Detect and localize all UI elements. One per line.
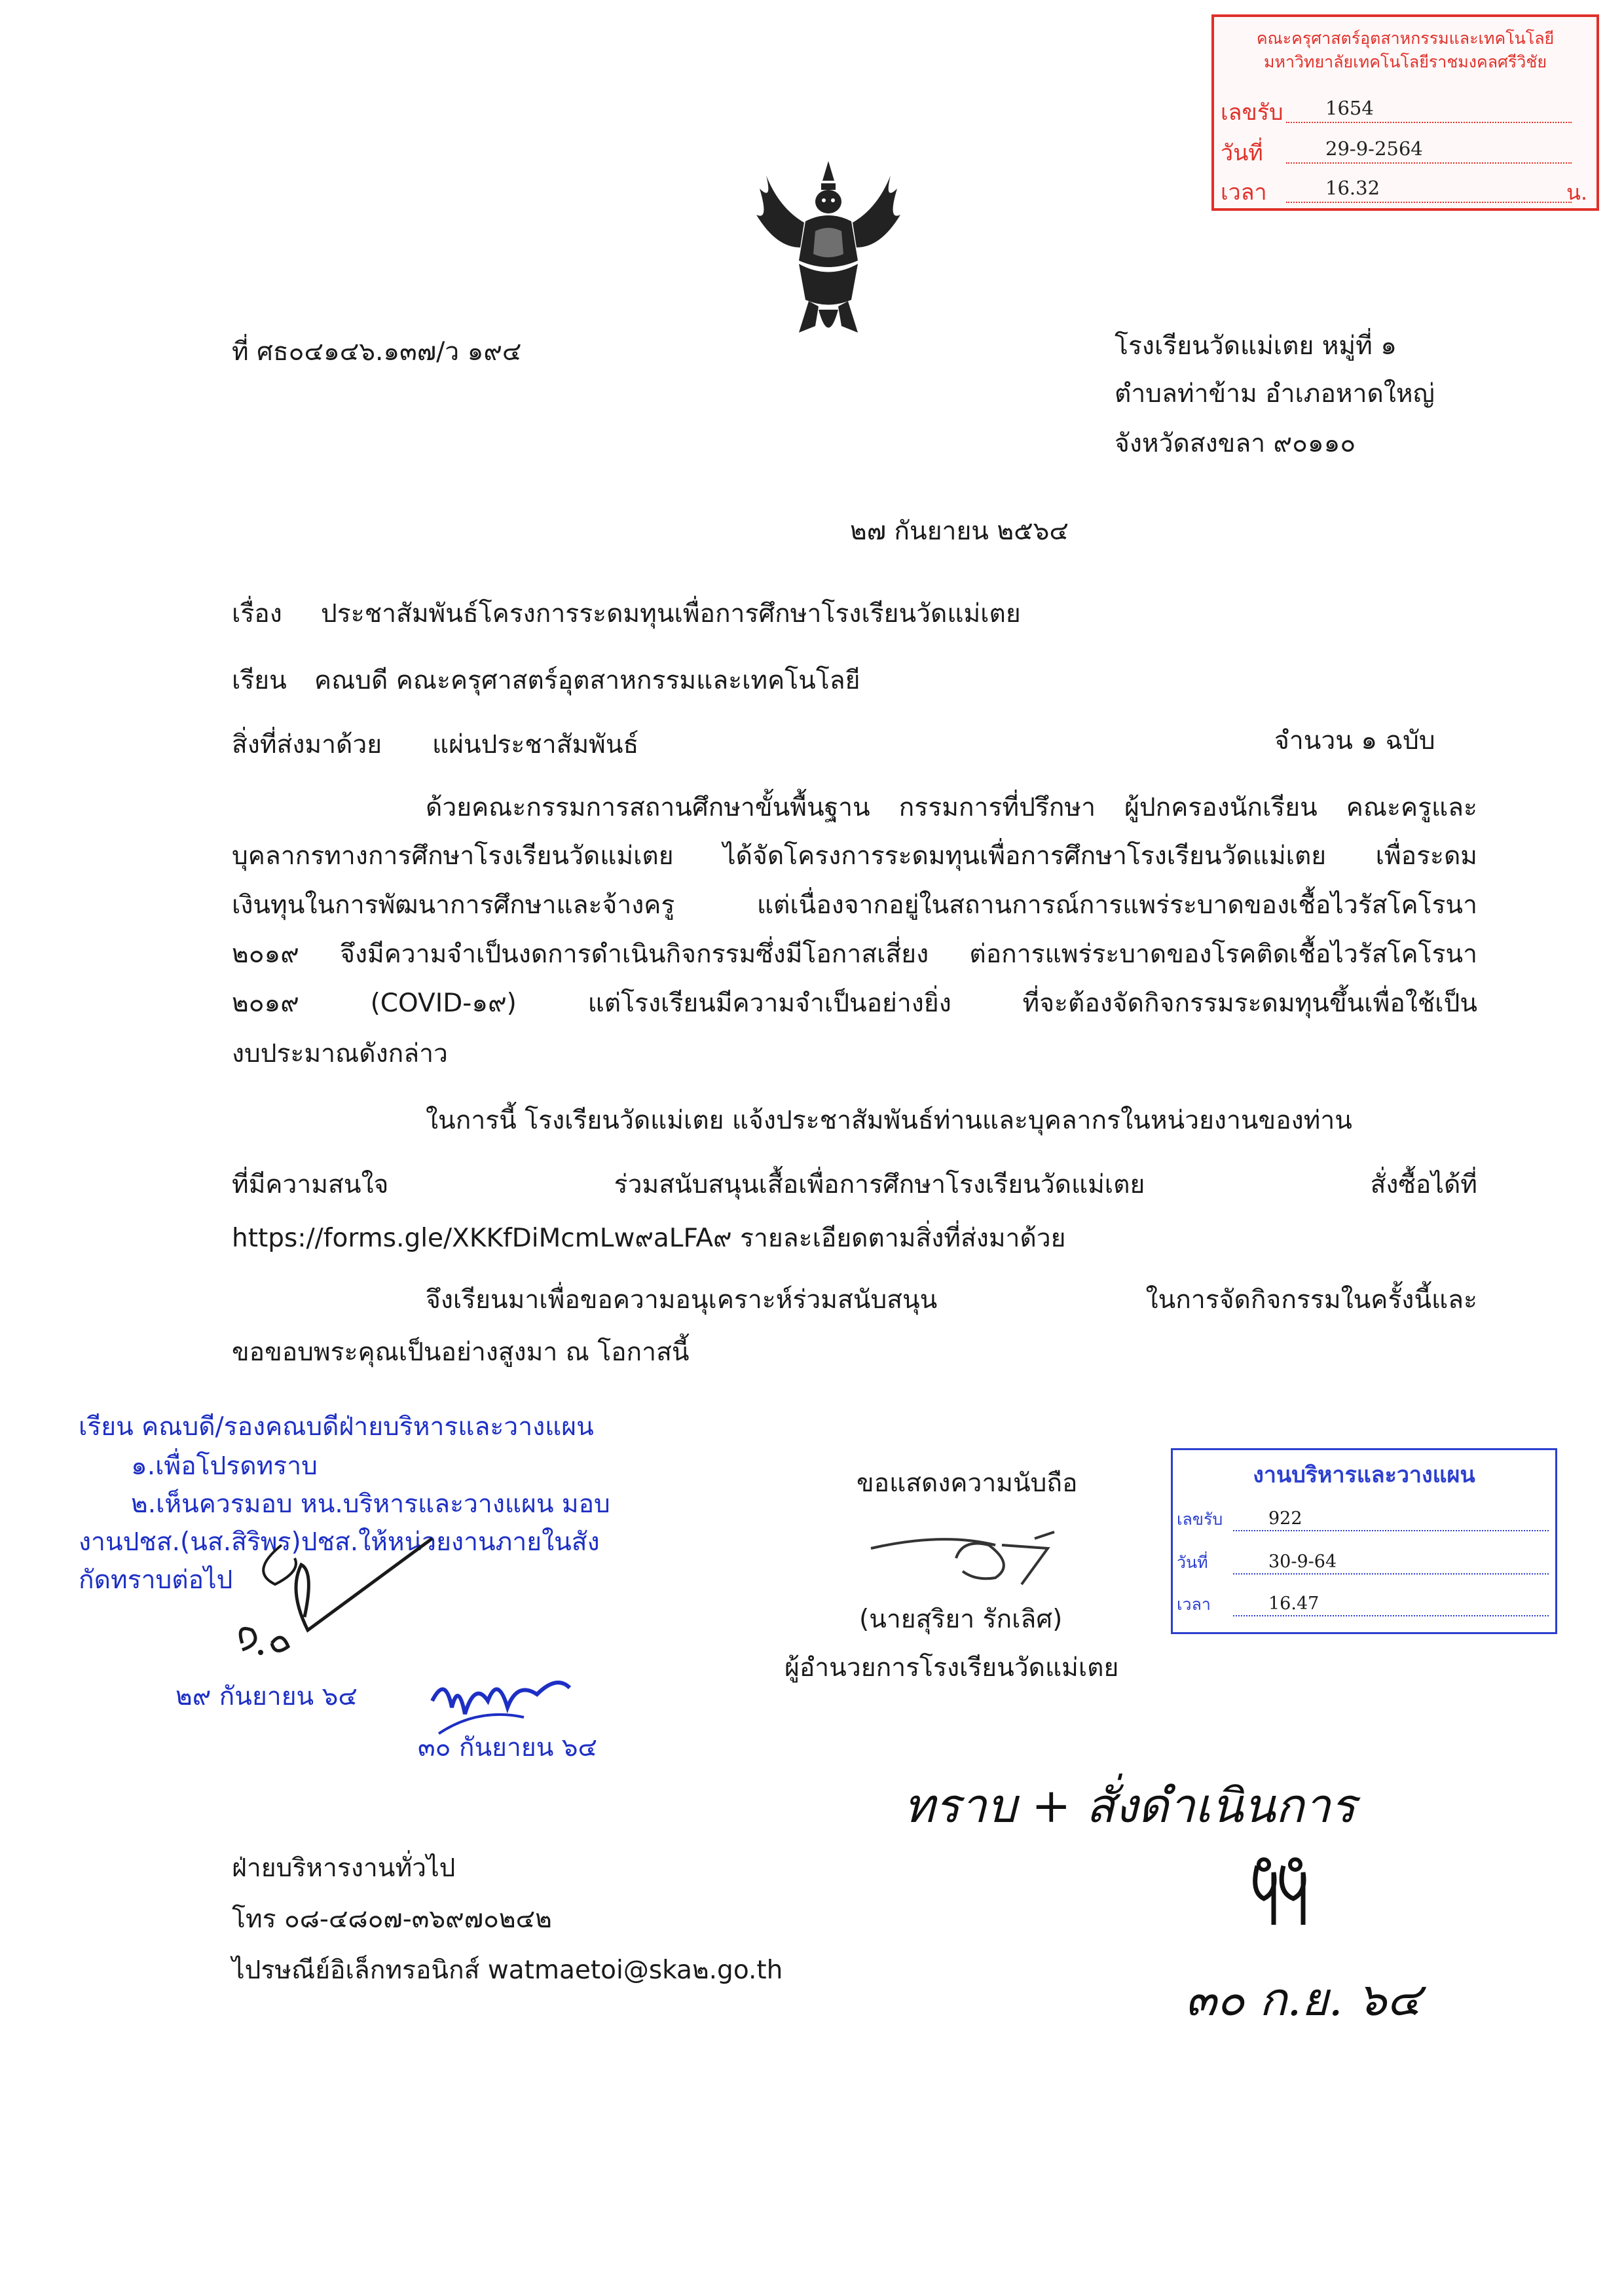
- receipt-date-value: 29-9-2564: [1325, 137, 1423, 160]
- contact-department: ฝ่ายบริหารงานทั่วไป: [232, 1853, 456, 1883]
- endorsement-line: งานปชส.(นส.สิริพร)ปชส.ให้หน่วยงานภายในสัง: [79, 1527, 600, 1557]
- closing-text: ขอแสดงความนับถือ: [857, 1468, 1078, 1498]
- endorsement-date1: ๒๙ กันยายน ๖๔: [175, 1682, 358, 1711]
- contact-email: ไปรษณีย์อิเล็กทรอนิกส์ watmaetoi@ska๒.go.th: [232, 1956, 783, 1985]
- sender-address-line3: จังหวัดสงขลา ๙๐๑๑๐: [1115, 429, 1356, 458]
- receipt-stamp-time-row: [1221, 174, 1587, 206]
- letter-ref-number: ที่ ศธ๐๔๑๔๖.๑๓๗/ว ๑๙๔: [232, 337, 522, 367]
- to-label: เรียน: [232, 666, 287, 695]
- receipt-stamp: [1211, 14, 1599, 211]
- para1-line: เงินทุนในการพัฒนาการศึกษาและจ้างครู แต่เนื่องจากอยู่ในสถานการณ์การแพร่ระบาดของเชื้อไวรัสโคโรนา: [232, 890, 1477, 920]
- dotted-line: [1233, 1615, 1549, 1616]
- receipt-number-value: 1654: [1325, 97, 1374, 119]
- planning-time-label: เวลา: [1177, 1595, 1211, 1614]
- handwritten-initials-icon: [426, 1668, 576, 1740]
- endorsement-date2: ๓๐ กันยายน ๖๔: [418, 1733, 598, 1762]
- planning-number-label: เลขรับ: [1177, 1510, 1223, 1529]
- planning-date-label: วันที่: [1177, 1553, 1208, 1572]
- handwritten-initials-2-icon: [1244, 1853, 1323, 1938]
- contact-phone: โทร ๐๘-๔๘๐๗-๓๖๙๗๐๒๔๒: [232, 1904, 552, 1934]
- receipt-stamp-org-line1: คณะครุศาสตร์อุตสาหกรรมและเทคโนโลยี: [1256, 29, 1555, 48]
- para1-line: บุคลากรทางการศึกษาโรงเรียนวัดแม่เตย ได้จัดโครงการระดมทุนเพื่อการศึกษาโรงเรียนวัดแม่เตย เพื่อระดม: [232, 841, 1477, 871]
- receipt-time-value: 16.32: [1325, 177, 1380, 199]
- endorsement-signature-icon: [236, 1532, 485, 1676]
- garuda-emblem-icon: [753, 149, 904, 346]
- receipt-date-label: วันที่: [1221, 140, 1263, 166]
- subject-label: เรื่อง: [232, 599, 282, 629]
- enclosure-label: สิ่งที่ส่งมาด้วย: [232, 730, 382, 759]
- subject-text: ประชาสัมพันธ์โครงการระดมทุนเพื่อการศึกษาโรงเรียนวัดแม่เตย: [321, 599, 1021, 629]
- planning-date-value: 30-9-64: [1268, 1552, 1337, 1572]
- para1-line: ด้วยคณะกรรมการสถานศึกษาขั้นพื้นฐาน กรรมการที่ปรึกษา ผู้ปกครองนักเรียน คณะครูและ: [426, 793, 1477, 822]
- signer-name: (นายสุริยา รักเลิศ): [859, 1605, 1063, 1634]
- dotted-line: [1233, 1530, 1549, 1531]
- to-text: คณบดี คณะครุศาสตร์อุตสาหกรรมและเทคโนโลยี: [314, 666, 860, 695]
- para1-line: ๒๐๑๙ (COVID-๑๙) แต่โรงเรียนมีความจำเป็นอย่างยิ่ง ที่จะต้องจัดกิจกรรมระดมทุนขึ้นเพื่อใช้เป็น: [232, 989, 1477, 1018]
- receipt-stamp-date-row: [1221, 135, 1587, 166]
- planning-stamp: [1171, 1448, 1557, 1634]
- planning-time-value: 16.47: [1268, 1594, 1320, 1614]
- dotted-line: [1286, 122, 1572, 123]
- para2-line: ในการนี้ โรงเรียนวัดแม่เตย แจ้งประชาสัมพันธ์ท่านและบุคลากรในหน่วยงานของท่าน: [426, 1106, 1352, 1135]
- planning-stamp-date-row: [1177, 1548, 1549, 1577]
- receipt-number-label: เลขรับ: [1221, 100, 1283, 126]
- enclosure-text: แผ่นประชาสัมพันธ์: [432, 730, 639, 759]
- endorsement-line: ๒.เห็นควรมอบ หน.บริหารและวางแผน มอบ: [131, 1489, 610, 1519]
- para3-line: ขอขอบพระคุณเป็นอย่างสูงมา ณ โอกาสนี้: [232, 1338, 690, 1367]
- receipt-time-unit: น.: [1566, 180, 1587, 205]
- para2-line: ที่มีความสนใจ ร่วมสนับสนุนเสื้อเพื่อการศึกษาโรงเรียนวัดแม่เตย สั่งซื้อได้ที่: [232, 1170, 1477, 1199]
- handwritten-date: ๓๐ ก.ย. ๖๔: [1185, 1973, 1422, 2026]
- dotted-line: [1286, 202, 1572, 203]
- para1-line: ๒๐๑๙ จึงมีความจำเป็นงดการดำเนินกิจกรรมซึ่งมีโอกาสเสี่ยง ต่อการแพร่ระบาดของโรคติดเชื้อไวรัสโคโรนา: [232, 939, 1477, 969]
- para3-line: จึงเรียนมาเพื่อขอความอนุเคราะห์ร่วมสนับสนุน ในการจัดกิจกรรมในครั้งนี้และ: [426, 1285, 1477, 1315]
- receipt-time-label: เวลา: [1221, 179, 1267, 206]
- signer-title: ผู้อำนวยการโรงเรียนวัดแม่เตย: [784, 1653, 1119, 1683]
- letter-date: ๒๗ กันยายน ๒๕๖๔: [850, 517, 1069, 546]
- para2-url-line: https://forms.gle/XKKfDiMcmLw๙aLFA๙ รายละเอียดตามสิ่งที่ส่งมาด้วย: [232, 1224, 1066, 1253]
- endorsement-line: ๑.เพื่อโปรดทราบ: [131, 1451, 318, 1481]
- sender-address-line2: ตำบลท่าข้าม อำเภอหาดใหญ่: [1115, 379, 1435, 409]
- dotted-line: [1233, 1573, 1549, 1575]
- enclosure-quantity: จำนวน ๑ ฉบับ: [1274, 726, 1435, 756]
- director-signature-icon: [864, 1519, 1087, 1591]
- receipt-stamp-number-row: [1221, 94, 1587, 126]
- para1-line: งบประมาณดังกล่าว: [232, 1039, 448, 1068]
- planning-number-value: 922: [1268, 1508, 1302, 1529]
- planning-stamp-time-row: [1177, 1590, 1549, 1619]
- endorsement-line: กัดทราบต่อไป: [79, 1565, 233, 1595]
- dotted-line: [1286, 162, 1572, 164]
- receipt-stamp-org-line2: มหาวิทยาลัยเทคโนโลยีราชมงคลศรีวิชัย: [1264, 52, 1547, 71]
- endorsement-line: เรียน คณบดี/รองคณบดีฝ่ายบริหารและวางแผน: [79, 1412, 594, 1442]
- planning-stamp-number-row: [1177, 1505, 1549, 1534]
- handwritten-note: ทราบ + สั่งดำเนินการ: [904, 1778, 1356, 1833]
- sender-address-line1: โรงเรียนวัดแม่เตย หมู่ที่ ๑: [1115, 331, 1397, 361]
- planning-stamp-title: งานบริหารและวางแผน: [1253, 1462, 1475, 1488]
